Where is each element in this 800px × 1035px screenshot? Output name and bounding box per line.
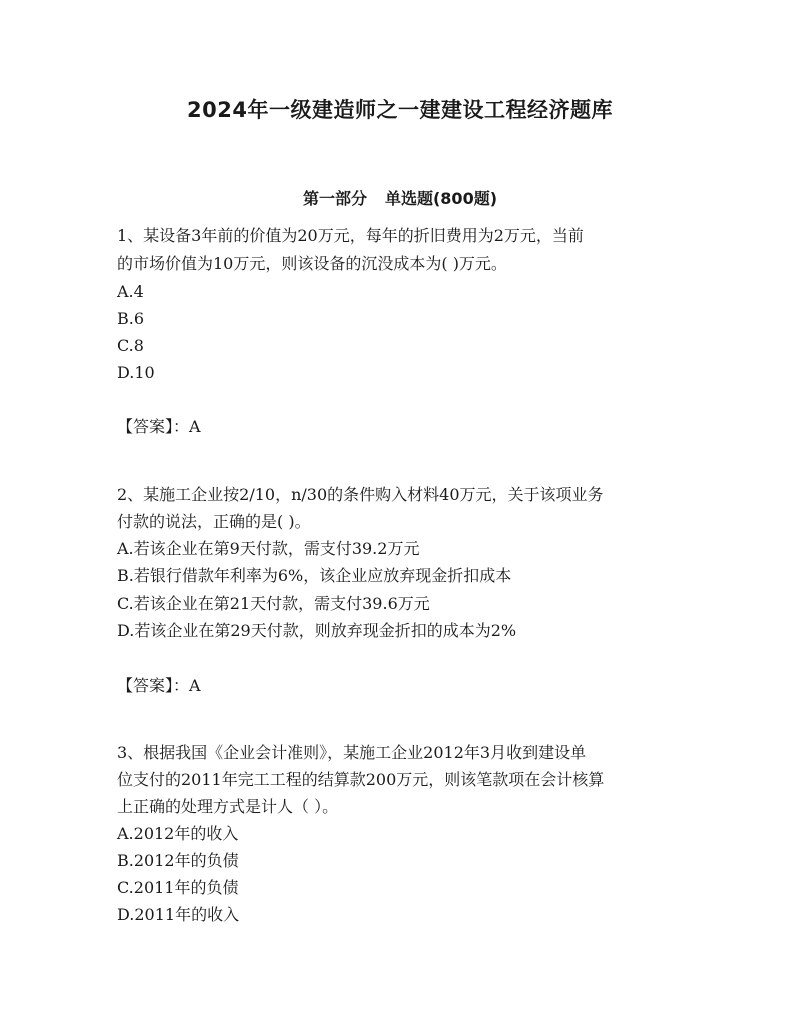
question-3-option-d: D.2011年的收入 [117, 905, 240, 924]
question-1-option-d: D.10 [117, 363, 155, 382]
question-2-option-b: B.若银行借款年利率为6%，该企业应放弃现金折扣成本 [117, 566, 512, 585]
question-2-stem-line-2: 付款的说法，正确的是( )。 [117, 512, 311, 531]
question-2-option-a: A.若该企业在第9天付款，需支付39.2万元 [117, 539, 420, 558]
question-2-stem-line-1: 2、某施工企业按2/10，n/30的条件购入材料40万元，关于该项业务 [117, 485, 604, 504]
question-3-stem-line-3: 上正确的处理方式是计人（ ）。 [117, 797, 339, 816]
question-1-option-a: A.4 [117, 282, 144, 301]
question-1-stem-line-1: 1、某设备3年前的价值为20万元，每年的折旧费用为2万元，当前 [117, 226, 584, 245]
question-3-stem-line-1: 3、根据我国《企业会计准则》，某施工企业2012年3月收到建设单 [117, 743, 587, 762]
question-1-option-c: C.8 [117, 336, 144, 355]
question-3-option-a: A.2012年的收入 [117, 824, 239, 843]
question-1-option-b: B.6 [117, 309, 145, 328]
question-2-option-d: D.若该企业在第29天付款，则放弃现金折扣的成本为2% [117, 621, 517, 640]
question-3-option-b: B.2012年的负债 [117, 851, 239, 870]
question-1-answer: 【答案】：A [117, 417, 201, 436]
question-3-stem-line-2: 位支付的2011年完工工程的结算款200万元，则该笔款项在会计核算 [117, 770, 605, 789]
section-name-label: 单选题(800题) [384, 189, 498, 208]
question-3-option-c: C.2011年的负债 [117, 878, 239, 897]
question-2-answer: 【答案】：A [117, 676, 201, 695]
section-part-label: 第一部分 [302, 189, 367, 208]
question-2-option-c: C.若该企业在第21天付款，需支付39.6万元 [117, 594, 430, 613]
question-1-stem-line-2: 的市场价值为10万元，则该设备的沉没成本为( )万元。 [117, 254, 507, 273]
document-title: 2024年一级建造师之一建建设工程经济题库 [187, 98, 613, 122]
section-heading [0, 186, 800, 209]
